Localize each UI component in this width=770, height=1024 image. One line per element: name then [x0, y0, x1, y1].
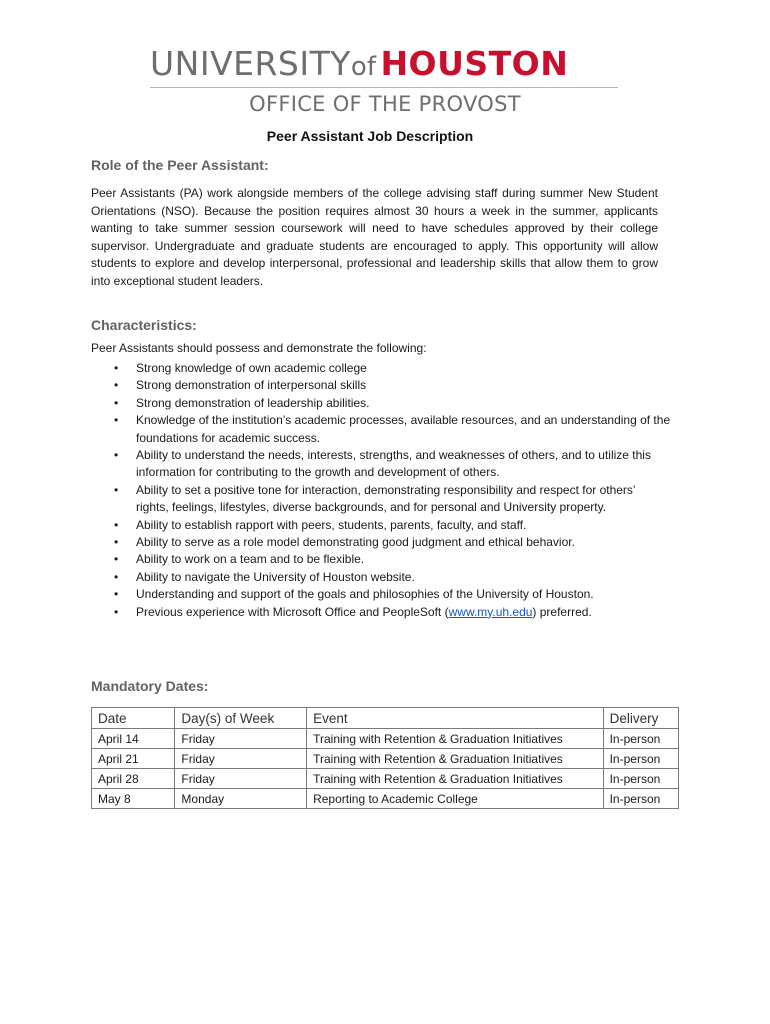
characteristics-list — [91, 360, 671, 621]
last-item-after: ) preferred. — [532, 604, 592, 619]
cell-date: May 8 — [92, 789, 175, 809]
bullet-icon: • — [114, 535, 119, 550]
column-header-day: Day(s) of Week — [175, 708, 307, 729]
list-item — [91, 551, 671, 568]
list-item-text: Strong demonstration of leadership abilities. — [136, 395, 370, 410]
list-item-text: Knowledge of the institution’s academic processes, available resources, and an understanding of the foundations for academic success. — [136, 413, 671, 445]
bullet-icon: • — [114, 482, 119, 497]
column-header-date: Date — [92, 708, 175, 729]
last-list-item — [91, 604, 671, 621]
table-row — [92, 729, 679, 749]
role-heading: Role of the Peer Assistant: — [91, 157, 269, 173]
table-row — [92, 769, 679, 789]
bullet-icon: • — [114, 587, 119, 602]
bullet-icon: • — [114, 361, 119, 375]
list-item-text: Ability to understand the needs, interests, strengths, and weaknesses of others, and to utilize this information for contributing to the growth and development of others. — [136, 448, 651, 480]
list-item — [91, 534, 671, 551]
cell-delivery: In-person — [603, 769, 678, 789]
cell-delivery: In-person — [603, 789, 678, 809]
cell-date: April 14 — [92, 729, 175, 749]
column-header-event: Event — [307, 708, 604, 729]
role-paragraph: Peer Assistants (PA) work alongside members of the college advising staff during summer New Student Orientations (NSO). Because the position requires almost 30 hours a week in the summer, applicants wanting to take summer session coursework will need to have schedules approved by their college supervisor. Undergraduate and graduate students are encouraged to apply. This opportunity will allow students to explore and develop interpersonal, professional and leadership skills that allow them to grow into exceptional student leaders. — [91, 186, 658, 288]
list-item — [91, 412, 671, 447]
list-item-text: Ability to establish rapport with peers, students, parents, faculty, and staff. — [136, 517, 527, 532]
list-item — [91, 569, 671, 586]
cell-date: April 28 — [92, 769, 175, 789]
bullet-icon: • — [114, 517, 119, 532]
logo-of-text: of — [350, 52, 376, 82]
bullet-icon: • — [114, 378, 119, 393]
bullet-icon: • — [114, 395, 119, 410]
university-logo — [150, 44, 620, 84]
office-name: OFFICE OF THE PROVOST — [249, 92, 521, 116]
list-item — [91, 586, 671, 603]
list-item — [91, 482, 671, 517]
bullet-icon: • — [114, 569, 119, 584]
list-item-text: Ability to serve as a role model demonstrating good judgment and ethical behavior. — [136, 535, 575, 550]
list-item-text: Ability to set a positive tone for interaction, demonstrating responsibility and respect for others’ rights, feelings, lifestyles, diverse backgrounds, and for personal and University property. — [136, 482, 636, 515]
cell-event: Training with Retention & Graduation Initiatives — [307, 769, 604, 789]
list-item — [91, 360, 671, 377]
cell-day: Friday — [175, 729, 307, 749]
last-item-before: Previous experience with Microsoft Office and PeopleSoft ( — [136, 604, 449, 619]
list-item-text: Strong knowledge of own academic college — [136, 361, 367, 375]
bullet-icon: • — [114, 413, 119, 428]
cell-event: Training with Retention & Graduation Initiatives — [307, 749, 604, 769]
list-item-text: Strong demonstration of interpersonal skills — [136, 378, 367, 393]
bullet-icon: • — [114, 552, 119, 567]
cell-delivery: In-person — [603, 749, 678, 769]
characteristics-heading: Characteristics: — [91, 317, 197, 333]
list-item-text: Ability to work on a team and to be flexible. — [136, 552, 365, 567]
logo-houston-text: HOUSTON — [380, 44, 569, 83]
cell-day: Friday — [175, 749, 307, 769]
dates-heading: Mandatory Dates: — [91, 678, 209, 694]
list-item-text: Understanding and support of the goals and philosophies of the University of Houston. — [136, 587, 594, 602]
list-item-text: Ability to navigate the University of Houston website. — [136, 569, 415, 584]
cell-day: Monday — [175, 789, 307, 809]
logo-university-text: UNIVERSITY — [150, 44, 351, 83]
cell-delivery: In-person — [603, 729, 678, 749]
cell-event: Reporting to Academic College — [307, 789, 604, 809]
list-item — [91, 395, 671, 412]
column-header-delivery: Delivery — [603, 708, 678, 729]
list-item — [91, 377, 671, 394]
document-title: Peer Assistant Job Description — [266, 128, 474, 144]
cell-date: April 21 — [92, 749, 175, 769]
characteristics-intro: Peer Assistants should possess and demonstrate the following: — [91, 341, 427, 355]
cell-day: Friday — [175, 769, 307, 789]
my-uh-edu-link[interactable]: www.my.uh.edu — [448, 604, 533, 619]
logo-divider — [150, 87, 618, 88]
cell-event: Training with Retention & Graduation Initiatives — [307, 729, 604, 749]
bullet-icon: • — [114, 448, 119, 463]
bullet-icon: • — [114, 604, 119, 619]
table-row — [92, 789, 679, 809]
mandatory-dates-table — [91, 707, 679, 809]
list-item — [91, 517, 671, 534]
table-header-row — [92, 708, 679, 729]
list-item — [91, 447, 671, 482]
table-row — [92, 749, 679, 769]
